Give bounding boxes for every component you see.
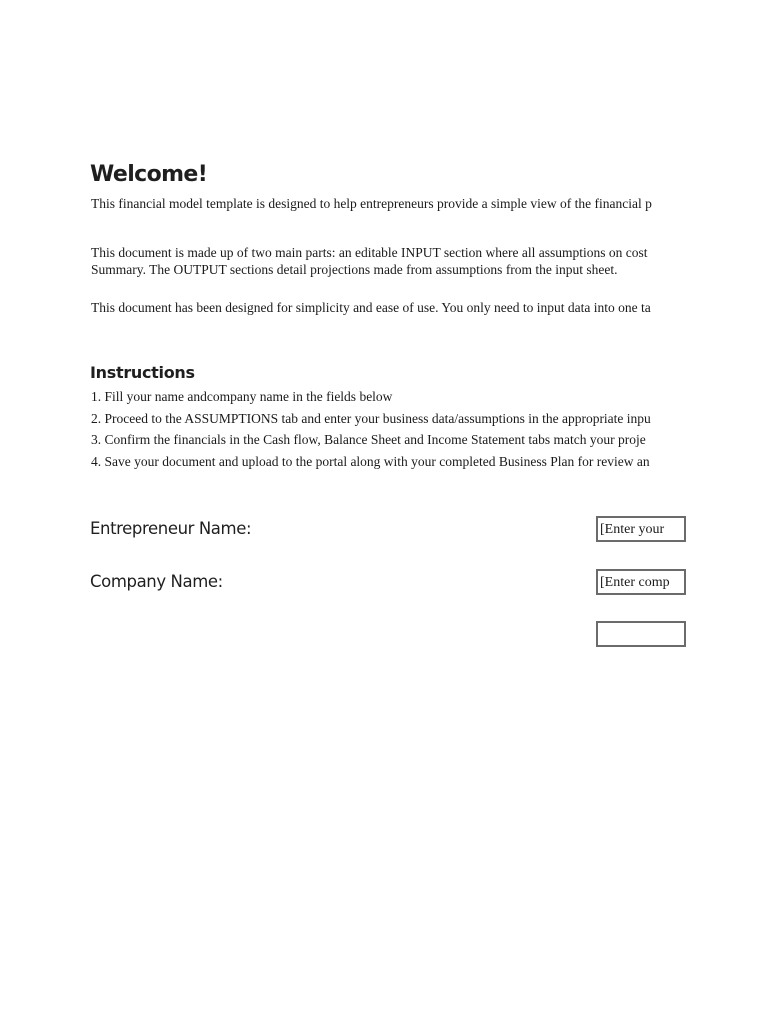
instruction-step: 4. Save your document and upload to the portal along with your completed Business Plan for review an	[91, 454, 650, 469]
company-name-label: Company Name:	[90, 572, 223, 591]
parts-paragraph-line-1: This document is made up of two main parts: an editable INPUT section where all assumptions on cost	[91, 245, 648, 260]
company-name-field[interactable]: [Enter comp	[596, 569, 686, 595]
instructions-heading: Instructions	[90, 363, 195, 382]
entrepreneur-name-field[interactable]: [Enter your	[596, 516, 686, 542]
intro-paragraph: This financial model template is designed to help entrepreneurs provide a simple view of the financial p	[91, 196, 652, 211]
entrepreneur-name-label: Entrepreneur Name:	[90, 519, 252, 538]
instruction-step: 2. Proceed to the ASSUMPTIONS tab and enter your business data/assumptions in the appropriate inpu	[91, 411, 651, 426]
page-title: Welcome!	[90, 162, 208, 187]
parts-paragraph-line-2: Summary. The OUTPUT sections detail projections made from assumptions from the input sheet.	[91, 262, 618, 277]
extra-field[interactable]	[596, 621, 686, 647]
simplicity-paragraph: This document has been designed for simplicity and ease of use. You only need to input data into one ta	[91, 300, 651, 315]
instruction-step: 1. Fill your name andcompany name in the fields below	[91, 389, 393, 404]
instruction-step: 3. Confirm the financials in the Cash flow, Balance Sheet and Income Statement tabs match your proje	[91, 432, 646, 447]
